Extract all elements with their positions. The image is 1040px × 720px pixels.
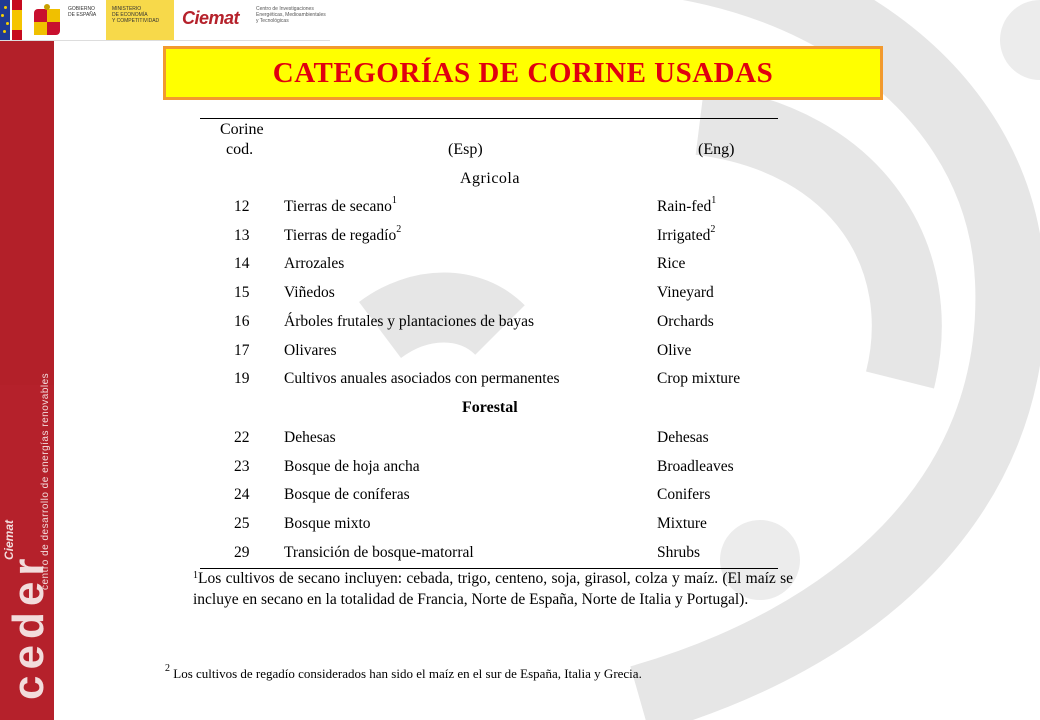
category-spanish: Olivares	[284, 341, 337, 359]
ciemat-logo: Ciemat	[182, 8, 240, 28]
table-row	[200, 429, 778, 449]
category-english: Rain-fed$^1$	[657, 195, 717, 215]
sidebar-brand-bar	[0, 0, 54, 720]
footnote-2-text: Los cultivos de regadío considerados han sido el maíz en el sur de España, Italia y Grecia.	[170, 666, 642, 681]
government-label: GOBIERNO DE ESPAÑA	[68, 6, 97, 18]
ciemat-subtitle: Centro de Investigaciones Energéticas, Medioambientales y Tecnológicas	[256, 6, 326, 24]
footnote-ref: 1	[711, 195, 717, 206]
table-row	[200, 223, 778, 247]
corine-code: 16	[234, 312, 250, 330]
footnote-1-mark: 1	[193, 570, 198, 581]
category-english: Vineyard	[657, 284, 714, 302]
category-spanish: Dehesas	[284, 429, 336, 446]
column-header-esp: (Esp)	[448, 141, 483, 158]
corine-code: 12	[234, 198, 250, 215]
category-english: Dehesas	[657, 429, 709, 446]
footnote-2	[165, 663, 642, 682]
footnote-1	[193, 568, 793, 610]
footnote-1-text: Los cultivos de secano incluyen: cebada, trigo, centeno, soja, girasol, colza y maíz. (El maíz se incluye en secano en la totalidad de Francia, Norte de España, Norte de Italia y Portugal).	[193, 570, 793, 608]
page-title: CATEGORÍAS DE CORINE USADAS	[272, 56, 774, 89]
footnote-ref: 1	[391, 195, 397, 206]
corine-code: 14	[234, 255, 250, 273]
category-english: Olive	[657, 341, 692, 359]
column-header-code: Corine cod.	[220, 121, 264, 158]
coat-of-arms-icon	[30, 3, 64, 37]
footnote-ref: 2	[710, 223, 716, 235]
category-spanish: Bosque mixto	[284, 515, 371, 533]
corine-code: 22	[234, 429, 250, 446]
table-row	[200, 458, 778, 478]
category-english: Shrubs	[657, 543, 701, 561]
table-row	[200, 284, 778, 304]
category-spanish: Cultivos anuales asociados con permanentes	[284, 370, 560, 388]
ceder-tagline: centro de desarrollo de energías renovables	[40, 372, 51, 590]
table-row	[200, 515, 778, 535]
table-row	[200, 342, 778, 362]
category-spanish: Arrozales	[284, 255, 345, 273]
table-row	[200, 313, 778, 333]
category-english: Conifers	[657, 486, 711, 504]
category-english: Irrigated$^2$	[657, 223, 716, 244]
category-english: Broadleaves	[657, 457, 734, 475]
category-english: Rice	[657, 255, 686, 273]
category-spanish: Bosque de coníferas	[284, 486, 410, 504]
section-title-forestal: Forestal	[462, 399, 518, 416]
category-english: Orchards	[657, 312, 714, 330]
sidebar-upper-panel	[0, 40, 54, 385]
table-row	[200, 544, 778, 564]
category-spanish: Tierras de secano$^1$	[284, 195, 397, 215]
category-spanish: Bosque de hoja ancha	[284, 457, 420, 475]
spain-flag-icon	[12, 0, 22, 40]
table-row	[200, 370, 778, 390]
corine-code: 19	[234, 370, 250, 388]
table-row	[200, 195, 778, 218]
corine-code: 17	[234, 341, 250, 359]
column-header-eng: (Eng)	[698, 141, 735, 158]
category-spanish: Viñedos	[284, 284, 335, 302]
category-spanish: Árboles frutales y plantaciones de bayas	[284, 312, 535, 330]
ceder-logo: ceder	[4, 552, 53, 700]
corine-code: 25	[234, 515, 250, 533]
header-logo-strip	[0, 0, 330, 41]
footnote-ref: 2	[396, 223, 402, 235]
corine-code: 29	[234, 543, 250, 561]
table-top-rule	[200, 118, 778, 119]
corine-code: 13	[234, 226, 250, 244]
ministry-label: MINISTERIO DE ECONOMÍA Y COMPETITIVIDAD	[112, 6, 160, 24]
category-english: Crop mixture	[657, 370, 741, 388]
sidebar-ciemat-label: Ciemat	[2, 519, 16, 560]
category-spanish: Transición de bosque-matorral	[284, 543, 474, 561]
sidebar-vertical-branding	[2, 372, 54, 700]
eu-flag-icon	[0, 0, 10, 40]
corine-code: 23	[234, 457, 250, 475]
corine-code: 24	[234, 486, 250, 504]
footnote-2-mark: 2	[165, 663, 170, 674]
table-row	[200, 486, 778, 506]
title-box	[163, 46, 883, 100]
corine-code: 15	[234, 284, 250, 302]
category-english: Mixture	[657, 515, 707, 533]
section-title-agricola: Agricola	[460, 170, 520, 187]
category-spanish: Tierras de regadío$^2$	[284, 223, 402, 244]
table-row	[200, 255, 778, 275]
